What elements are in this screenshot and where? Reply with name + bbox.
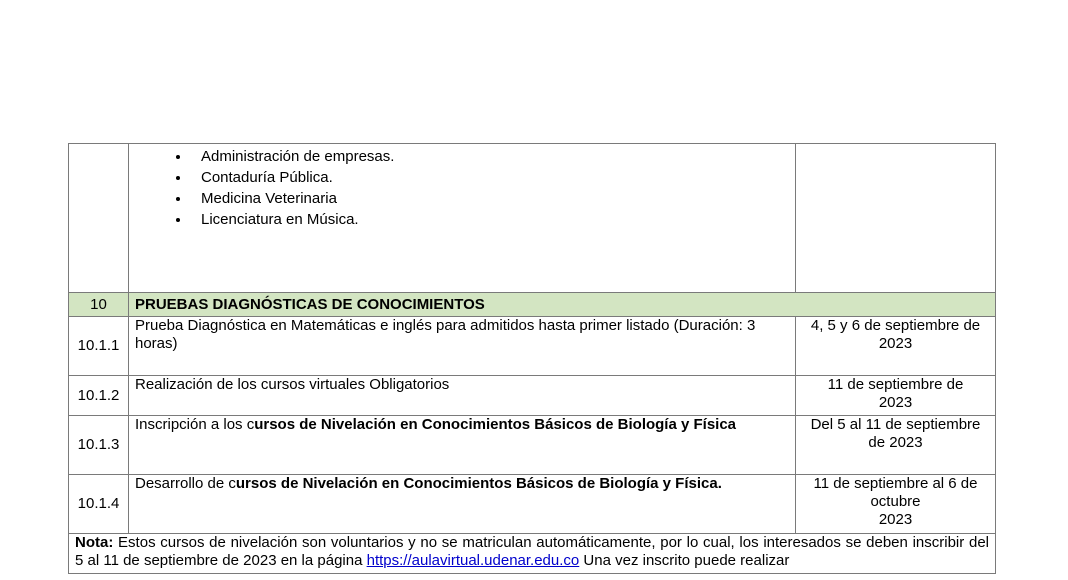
note-cell [69, 534, 996, 574]
list-item: • Licenciatura en Música. [191, 209, 789, 230]
table-row-programs [69, 144, 996, 293]
note-row [69, 534, 996, 574]
table-row [69, 475, 996, 534]
aulavirtual-link[interactable]: https://aulavirtual.udenar.edu.co [366, 552, 580, 569]
note-text: Estos cursos de nivelación son voluntarios y no se matriculan automáticamente, por lo cual, los interesados se deben inscribir del 5 al 11 de septiembre de 2023 en la página [75, 534, 989, 569]
table-row [69, 376, 996, 416]
activity-bold-text: ursos de Nivelación en Conocimientos Básicos de Biología y Física. [235, 475, 722, 492]
date-cell [796, 416, 996, 475]
row-number-cell [69, 144, 129, 293]
activity-cell [129, 416, 796, 475]
note-label: Nota: [75, 534, 114, 551]
activity-cell: Prueba Diagnóstica en Matemáticas e inglés para admitidos hasta primer listado (Duración: 3 horas) [129, 317, 796, 376]
list-item: • Medicina Veterinaria [191, 188, 789, 209]
date-cell [796, 475, 996, 534]
activity-cell [129, 475, 796, 534]
list-item: • Administración de empresas. [191, 146, 789, 167]
note-text-after: Una vez inscrito puede realizar [579, 552, 790, 569]
date-cell [796, 144, 996, 293]
table-row [69, 317, 996, 376]
row-number: 10.1.3 [69, 416, 129, 475]
section-title: PRUEBAS DIAGNÓSTICAS DE CONOCIMIENTOS [129, 293, 996, 317]
row-number: 10.1.2 [69, 376, 129, 416]
date-line: 2023 [878, 511, 913, 528]
list-item: • Contaduría Pública. [191, 167, 789, 188]
row-number: 10.1.4 [69, 475, 129, 534]
date-cell [796, 376, 996, 416]
date-line: 2023 [878, 335, 913, 352]
program-list [135, 146, 789, 230]
program-list-cell [129, 144, 796, 293]
date-line: de 2023 [868, 434, 923, 451]
schedule-table [68, 143, 996, 574]
date-cell [796, 317, 996, 376]
section-header-row [69, 293, 996, 317]
activity-cell: Realización de los cursos virtuales Obligatorios [129, 376, 796, 416]
activity-text: Desarrollo de c [135, 475, 236, 492]
date-line: Del 5 al 11 de septiembre [810, 416, 981, 433]
activity-text: Inscripción a los c [135, 416, 255, 433]
date-line: 2023 [878, 394, 913, 411]
row-number: 10.1.1 [69, 317, 129, 376]
section-number: 10 [69, 293, 129, 317]
activity-bold-text: ursos de Nivelación en Conocimientos Básicos de Biología y Física [254, 416, 737, 433]
date-line: 4, 5 y 6 de septiembre de [810, 317, 981, 334]
table-row [69, 416, 996, 475]
date-line: 11 de septiembre de [827, 376, 964, 393]
date-line: 11 de septiembre al 6 de octubre [813, 475, 978, 510]
